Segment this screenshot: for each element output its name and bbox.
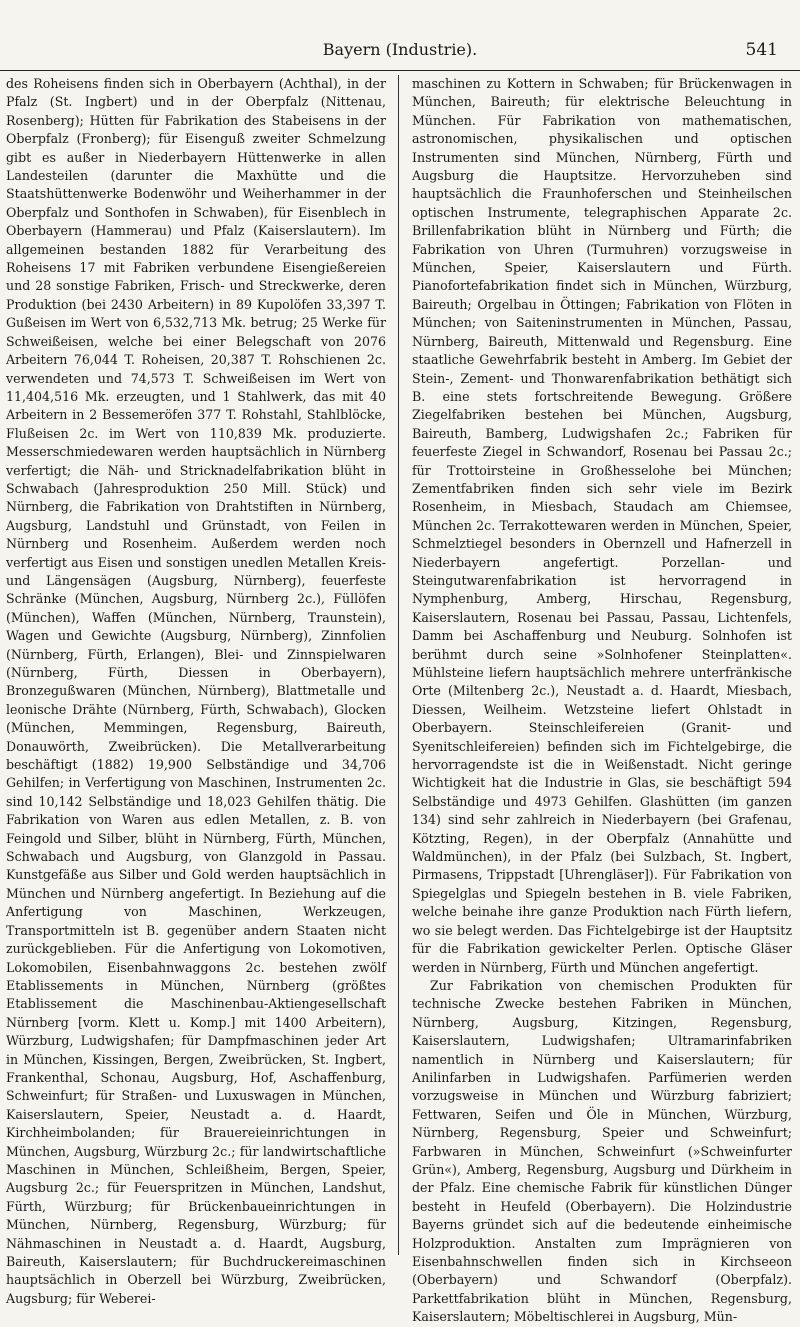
left-paragraph-1: des Roheisens finden sich in Oberbayern (Achthal), in der Pfalz (St. Ingbert) und in der Oberpfalz (Nittenau, Rosenberg); Hütten für Fabrikation des Stabeisens in der Oberpfalz (Fronberg); für Eisenguß zweiter Schmelzung gibt es außer in Niederbayern Hüttenwerke in allen Landesteilen (darunter die Maxhütte und die Staatshüttenwerke Bodenwöhr und Weiherhammer in der Oberpfalz und Sonthofen in Schwaben), für Eisenblech in Oberbayern (Hammerau) und Pfalz (Kaiserslautern). Im allgemeinen bestanden 1882 für Verarbeitung des Roheisens 17 mit Fabriken verbundene Eisengießereien und 28 sonstige Fabriken, Frisch- und Streckwerke, deren Produktion (bei 2430 Arbeitern) in 89 Kupolöfen 33,397 T. Gußeisen im Wert von 6,532,713 Mk. betrug; 25 Werke für Schweißeisen, welche bei einer Belegschaft von 2076 Arbeitern 76,044 T. Roheisen, 20,387 T. Rohschienen 2c. verwendeten und 74,573 T. Schweißeisen im Wert von 11,404,516 Mk. erzeugten, und 1 Stahlwerk, das mit 40 Arbeitern in 2 Bessemeröfen 377 T. Rohstahl, Stahlblöcke, Flußeisen 2c. im Wert von 110,839 Mk. produzierte. Messerschmiedewaren werden hauptsächlich in Nürnberg verfertigt; die Näh- und Stricknadelfabrikation blüht in Schwabach (Jahresproduktion 250 Mill. Stück) und Nürnberg, die Fabrikation von Drahtstiften in Nürnberg, Augsburg, Landstuhl und Grünstadt, von Feilen in Nürnberg und Rosenheim. Außerdem werden noch verfertigt aus Eisen und sonstigen unedlen Metallen Kreis- und Längensägen (Augsburg, Nürnberg), feuerfeste Schränke (München, Augsburg, Nürnberg 2c.), Füllöfen (München), Waffen (München, Nürnberg, Traunstein), Wagen und Gewichte (Augsburg, Nürnberg), Zinnfolien (Nürnberg, Fürth, Erlangen), Blei- und Zinnspielwaren (Nürnberg, Fürth, Diessen in Oberbayern), Bronzegußwaren (München, Nürnberg), Blattmetalle und leonische Drähte (Nürnberg, Fürth, Schwabach), Glocken (München, Memmingen, Regensburg, Baireuth, Donauwörth, Zweibrücken). Die Metallverarbeitung beschäftigt (1882) 19,900 Selbständige und 34,706 Gehilfen; in Verfertigung von Maschinen, Instrumenten 2c. sind 10,142 Selbständige und 18,023 Gehilfen thätig. Die Fabrikation von Waren aus edlen Metallen, z. B. von Feingold und Silber, blüht in Nürnberg, Fürth, München, Schwabach und Augsburg, von Glanzgold in Passau. Kunstgefäße aus Silber und Gold werden hauptsächlich in München und Nürnberg angefertigt. In Beziehung auf die Anfertigung von Maschinen, Werkzeugen, Transportmitteln ist B. gegenüber andern Staaten nicht zurückgeblieben. Für die Anfertigung von Lokomotiven, Lokomobilen, Eisenbahnwaggons 2c. bestehen zwölf Etablissements in München, Nürnberg (größtes Etablissement die Maschinenbau-Aktiengesellschaft Nürnberg [vorm. Klett u. Komp.] mit 1400 Arbeitern), Würzburg, Ludwigshafen; für Dampfmaschinen jeder Art in München, Kissingen, Bergen, Zweibrücken, St. Ingbert, Frankenthal, Schonau, Augsburg, Hof, Aschaffenburg, Schweinfurt; für Straßen- und Luxuswagen in München, Kaiserslautern, Speier, Neustadt a. d. Haardt, Kirchheimbolanden; für Brauereieinrichtungen in München, Augsburg, Würzburg 2c.; für landwirtschaftliche Maschinen in München, Schleißheim, Bergen, Speier, Augsburg 2c.; für Feuerspritzen in München, Landshut, Fürth, Würzburg; für Brückenbaueinrichtungen in München, Nürnberg, Regensburg, Würzburg; für Nähmaschinen in Neustadt a. d. Haardt, Augsburg, Baireuth, Kaiserslautern; für Buchdruckereimaschinen hauptsächlich in Oberzell bei Würzburg, Zweibrücken, Augsburg; für Weberei- (6, 76, 386, 1306)
running-title: Bayern (Industrie). (322, 40, 478, 59)
page-number: 541 (745, 40, 778, 60)
column-divider (398, 75, 399, 1255)
right-paragraph-1: maschinen zu Kottern in Schwaben; für Brückenwagen in München, Baireuth; für elektrische Beleuchtung in München. Für Fabrikation von mathematischen, astronomischen, physikalischen und optischen Instrumenten sind München, Nürnberg, Fürth und Augsburg die Hauptsitze. Hervorzuheben sind hauptsächlich die Fraunhoferschen und Steinheilschen optischen Instrumente, telegraphischen Apparate 2c. Brillenfabrikation blüht in Nürnberg und Fürth; die Fabrikation von Uhren (Turmuhren) vorzugsweise in München, Speier, Kaiserslautern und Fürth. Pianofortefabrikation findet sich in München, Würzburg, Baireuth; Orgelbau in Öttingen; Fabrikation von Flöten in München; von Saiteninstrumenten in München, Passau, Nürnberg, Baireuth, Mittenwald und Regensburg. Eine staatliche Gewehrfabrik besteht in Amberg. Im Gebiet der Stein-, Zement- und Thonwarenfabrikation bethätigt sich B. eine stets fortschreitende Bewegung. Größere Ziegelfabriken bestehen bei München, Augsburg, Baireuth, Bamberg, Ludwigshafen 2c.; Fabriken für feuerfeste Ziegel in Schwandorf, Rosenau bei Passau 2c.; für Trottoirsteine in Großhesselohe bei München; Zementfabriken finden sich sehr viele im Bezirk Rosenheim, in Miesbach, Staudach am Chiemsee, München 2c. Terrakottewaren werden in München, Speier, Schmelztiegel besonders in Obernzell und Hafnerzell in Niederbayern angefertigt. Porzellan- und Steingutwarenfabrikation ist hervorragend in Nymphenburg, Amberg, Hirschau, Regensburg, Kaiserslautern, Rosenau bei Passau, Passau, Lichtenfels, Damm bei Aschaffenburg und Neuburg. Solnhofen ist berühmt durch seine »Solnhofener Steinplatten«. Mühlsteine liefern hauptsächlich mehrere unterfränkische Orte (Miltenberg 2c.), Neustadt a. d. Haardt, Miesbach, Diessen, Weilheim. Wetzsteine liefert Ohlstadt in Oberbayern. Steinschleifereien (Granit- und Syenitschleifereien) befinden sich im Fichtelgebirge, die hervorragendste ist die in Weißenstadt. Nicht geringe Wichtigkeit hat die Industrie in Glas, sie beschäftigt 594 Selbständige und 4973 Gehilfen. Glashütten (im ganzen 134) sind sehr zahlreich in Niederbayern (bei Grafenau, Kötzting, Regen), in der Oberpfalz (Annahütte und Waldmünchen), in der Pfalz (bei Sulzbach, St. Ingbert, Pirmasens, Trippstadt [Uhrengläser]). Für Fabrikation von Spiegelglas und Spiegeln bestehen in B. viele Fabriken, welche beinahe ihre ganze Produktion nach Fürth liefern, wo sie belegt werden. Das Fichtelgebirge ist der Hauptsitz für die Fabrikation gewickelter Perlen. Optische Gläser werden in Nürnberg, Fürth und München angefertigt. (412, 76, 792, 975)
page-header (0, 0, 800, 71)
right-column (412, 75, 792, 1325)
right-paragraph-2: Zur Fabrikation von chemischen Produkten für technische Zwecke bestehen Fabriken in München, Nürnberg, Augsburg, Kitzingen, Regensburg, Kaiserslautern, Ludwigshafen; Ultramarinfabriken namentlich in Nürnberg und Kaiserslautern; für Anilinfarben in Ludwigshafen. Parfümerien werden vorzugsweise in München und Würzburg fabriziert; Fettwaren, Seifen und Öle in München, Würzburg, Nürnberg, Regensburg, Speier und Schweinfurt; Farbwaren in München, Schweinfurt (»Schweinfurter Grün«), Amberg, Regensburg, Augsburg und Dürkheim in der Pfalz. Eine chemische Fabrik für künstlichen Dünger besteht in Heufeld (Oberbayern). Die Holzindustrie Bayerns gründet sich auf die bedeutende einheimische Holzproduktion. Anstalten zum Imprägnieren von Eisenbahnschwellen finden sich in Kirchseeon (Oberbayern) und Schwandorf (Oberpfalz). Parkettfabrikation blüht in München, Regensburg, Kaiserslautern; Möbeltischlerei in Augsburg, Mün- (412, 977, 792, 1325)
left-column (6, 75, 386, 1306)
